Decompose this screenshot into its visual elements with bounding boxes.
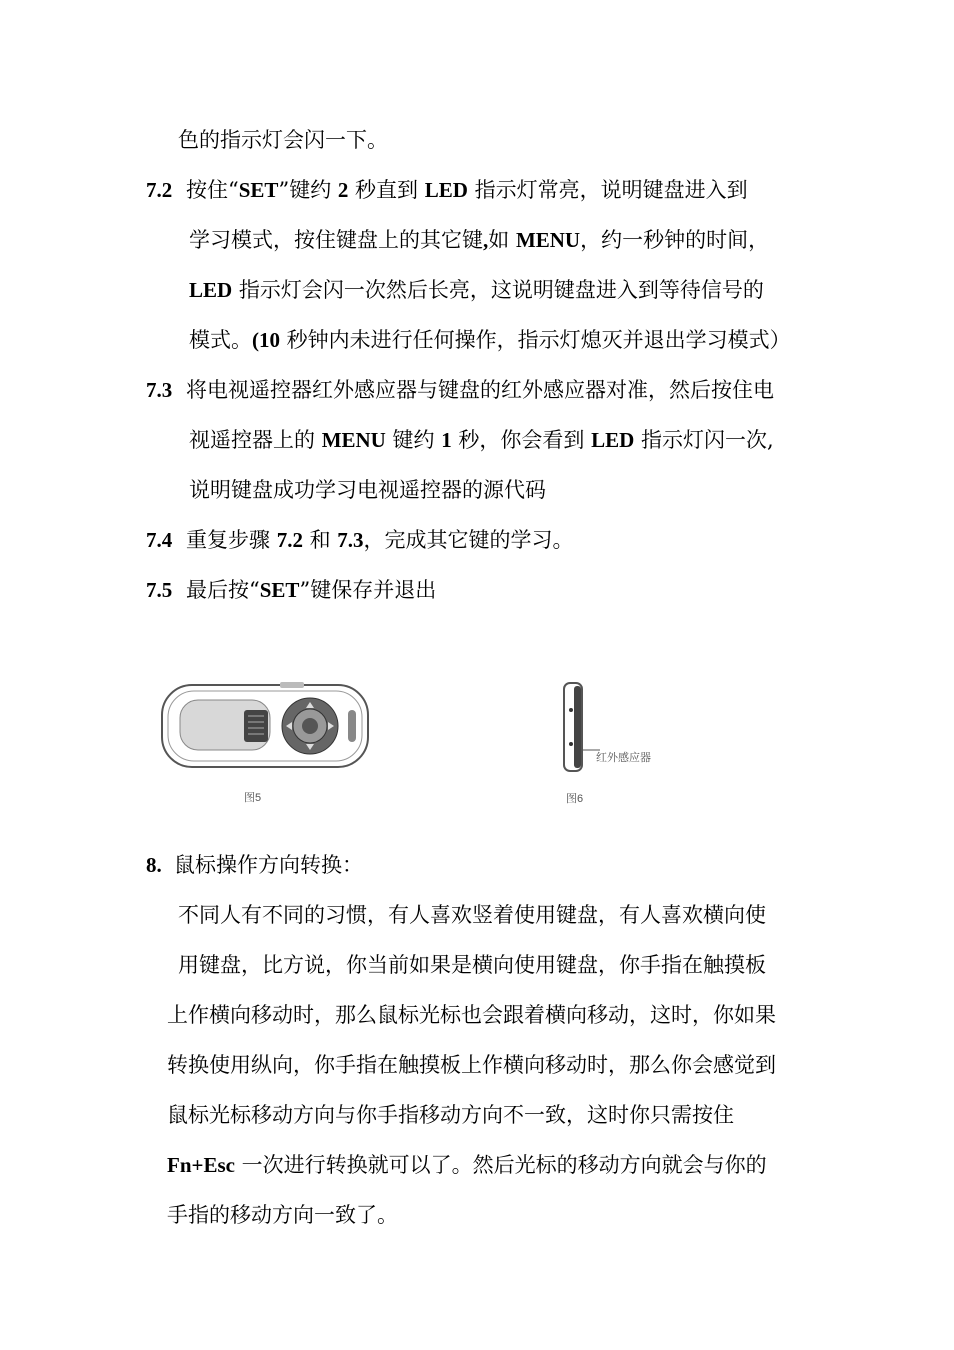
step-number: 7.5 bbox=[146, 578, 173, 602]
step-7-5 bbox=[146, 576, 436, 604]
text: 用键盘，比方说，你当前如果是横向使用键盘，你手指在触摸板 bbox=[178, 953, 766, 977]
text: 如 bbox=[488, 228, 516, 252]
step-7-4 bbox=[146, 526, 574, 554]
text: 秒直到 bbox=[348, 178, 425, 202]
key-name: SET bbox=[238, 178, 279, 202]
text: ，完成其它键的学习。 bbox=[363, 528, 574, 552]
figure-6-keyboard-side-illustration bbox=[556, 680, 600, 775]
text: 指示灯闪一次, bbox=[634, 428, 774, 452]
text: ，约一秒钟的时间， bbox=[580, 228, 770, 252]
text: 转换使用纵向，你手指在触摸板上作横向移动时，那么你会感觉到 bbox=[167, 1053, 776, 1077]
number: (10 bbox=[252, 328, 280, 352]
key-name: SET bbox=[259, 578, 300, 602]
section-8-line-5 bbox=[167, 1101, 734, 1129]
text: 指示灯会闪一次然后长亮，这说明键盘进入到等待信号的 bbox=[232, 278, 764, 302]
text: 指示灯常亮，说明键盘进入到 bbox=[467, 178, 748, 202]
text: 键约 bbox=[385, 428, 442, 452]
led-term: LED bbox=[189, 278, 233, 302]
text: 视遥控器上的 bbox=[189, 428, 322, 452]
text: 将电视遥控器红外感应器与键盘的红外感应器对准，然后按住电 bbox=[186, 378, 774, 402]
text: 秒钟内未进行任何操作，指示灯熄灭并退出学习模式） bbox=[280, 328, 791, 352]
text: 说明键盘成功学习电视遥控器的源代码 bbox=[189, 478, 546, 502]
led-term: LED bbox=[591, 428, 635, 452]
figure-5-keyboard-illustration bbox=[160, 680, 375, 775]
step-7-2-line-2 bbox=[189, 226, 769, 254]
step-7-2-line-3 bbox=[189, 276, 764, 304]
text: 不同人有不同的习惯，有人喜欢竖着使用键盘，有人喜欢横向使 bbox=[178, 903, 766, 927]
step-7-2-line-1 bbox=[146, 176, 748, 204]
section-number: 8. bbox=[146, 853, 162, 877]
text: , bbox=[483, 228, 489, 252]
section-8-heading bbox=[146, 851, 363, 879]
section-8-line-1 bbox=[178, 901, 766, 929]
number: 2 bbox=[337, 178, 349, 202]
step-7-3-line-1 bbox=[146, 376, 774, 404]
text: 和 bbox=[302, 528, 338, 552]
text: ”键保存并退出 bbox=[299, 578, 437, 602]
text: 重复步骤 bbox=[186, 528, 277, 552]
step-7-3-line-3 bbox=[189, 476, 546, 504]
paragraph-line bbox=[178, 126, 388, 154]
text: 最后按“ bbox=[186, 578, 260, 602]
step-7-3-line-2 bbox=[189, 426, 774, 454]
key-name: MENU bbox=[515, 228, 581, 252]
text: 秒，你会看到 bbox=[451, 428, 592, 452]
step-number: 7.3 bbox=[146, 378, 173, 402]
number: 1 bbox=[441, 428, 452, 452]
section-8-line-4 bbox=[167, 1051, 776, 1079]
text: ”键约 bbox=[278, 178, 338, 202]
step-7-2-line-4 bbox=[189, 326, 791, 354]
section-8-line-2 bbox=[178, 951, 766, 979]
text: 模式。 bbox=[189, 328, 252, 352]
section-title: 鼠标操作方向转换： bbox=[174, 853, 363, 877]
key-name: MENU bbox=[321, 428, 386, 452]
step-ref: 7.2 bbox=[276, 528, 303, 552]
text: 鼠标光标移动方向与你手指移动方向不一致，这时你只需按住 bbox=[167, 1103, 734, 1127]
section-8-line-7 bbox=[167, 1201, 398, 1229]
text: 上作横向移动时，那么鼠标光标也会跟着横向移动，这时，你如果 bbox=[167, 1003, 776, 1027]
figure-6-caption: 图6 bbox=[566, 793, 584, 805]
text: 一次进行转换就可以了。然后光标的移动方向就会与你的 bbox=[234, 1153, 767, 1177]
text: 学习模式，按住键盘上的其它键 bbox=[189, 228, 483, 252]
led-term: LED bbox=[424, 178, 468, 202]
figure-5-caption: 图5 bbox=[244, 792, 262, 804]
text: 手指的移动方向一致了。 bbox=[167, 1203, 398, 1227]
step-ref: 7.3 bbox=[337, 528, 364, 552]
text: 按住“ bbox=[186, 178, 239, 202]
key-combo: Fn+Esc bbox=[167, 1153, 235, 1177]
section-8-line-6 bbox=[167, 1151, 767, 1179]
step-number: 7.4 bbox=[146, 528, 173, 552]
step-number: 7.2 bbox=[146, 178, 173, 202]
infrared-sensor-label: 红外感应器 bbox=[596, 752, 651, 764]
text: 色的指示灯会闪一下。 bbox=[178, 128, 388, 152]
section-8-line-3 bbox=[167, 1001, 776, 1029]
